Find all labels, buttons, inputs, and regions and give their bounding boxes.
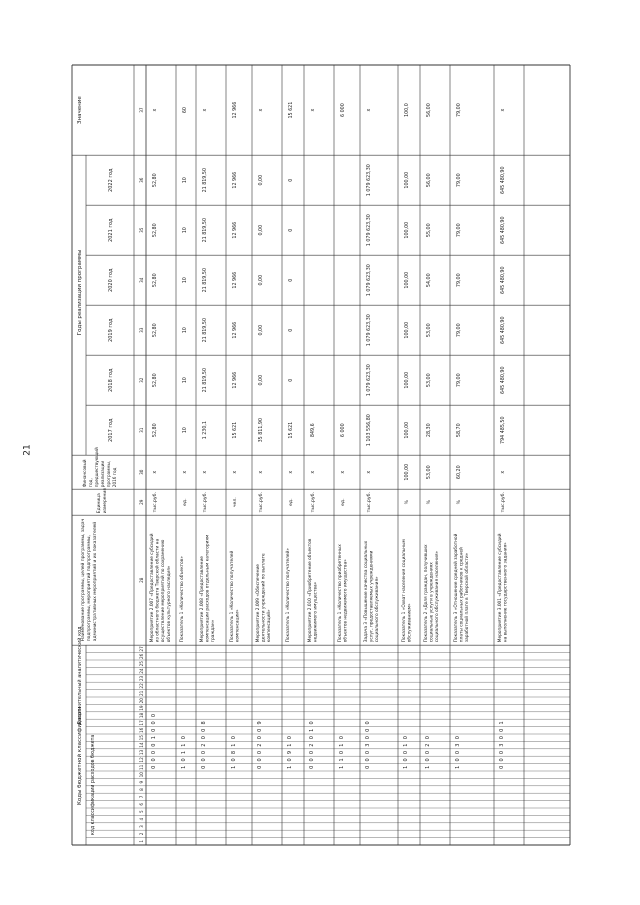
row-final: x (311, 108, 316, 112)
row-value: 1 079 623,30 (367, 314, 372, 347)
column-number: 10 (139, 772, 144, 778)
row-value: 0,00 (259, 224, 264, 236)
row-value: 52,80 (153, 323, 158, 338)
row-base: 60,20 (457, 465, 462, 480)
code-digit: 0 (425, 758, 431, 762)
header-name: подпрограммы, мероприятий подпрограммы, (87, 535, 92, 642)
row-final: 79,00 (457, 103, 462, 117)
row-value: 52,80 (153, 223, 158, 238)
row-value: 1 230,1 (203, 421, 208, 440)
code-digit: 0 (455, 750, 461, 755)
code-digit: 0 (339, 750, 345, 755)
code-digit: 1 (403, 743, 409, 747)
row-name: Показатель 1 «Количество получателей (230, 550, 235, 643)
row-name: из областного бюджета Тверской области на (155, 538, 161, 643)
code-digit: 2 (257, 743, 263, 747)
code-digit: 0 (287, 758, 293, 762)
column-number: 36 (139, 177, 144, 183)
row-unit: ед. (183, 498, 188, 506)
row-base: 53,00 (427, 465, 432, 480)
row-name: платы социальных работников к средней (459, 547, 465, 643)
row-final: x (153, 108, 158, 112)
row-final: 6 000 (341, 103, 346, 117)
row-final: x (501, 108, 506, 112)
code-digit: 1 (339, 758, 345, 762)
row-name: услуг, предоставляемых учреждениями (369, 550, 375, 643)
row-value: 53,00 (427, 323, 432, 338)
code-digit: 9 (287, 750, 293, 755)
column-number: 1 (139, 839, 144, 843)
column-number: 34 (139, 277, 144, 283)
code-digit: 8 (201, 721, 207, 725)
code-digit: 0 (309, 758, 315, 762)
column-number: 17 (139, 720, 144, 726)
row-name: компенсации расходов отдельным категориям (205, 534, 211, 643)
column-number: 8 (139, 788, 144, 791)
code-digit: 1 (181, 743, 187, 747)
code-digit: 0 (403, 758, 409, 762)
row-value: 645 480,90 (501, 316, 506, 344)
header-name: административных мероприятий и их показателей (93, 521, 98, 642)
row-value: 849,6 (311, 423, 316, 438)
row-base: x (233, 470, 238, 474)
code-digit: 0 (257, 728, 263, 732)
code-digit: 1 (151, 736, 157, 740)
row-value: 56,00 (427, 173, 432, 188)
row-value: 0,00 (259, 374, 264, 386)
row-value: 21 819,50 (203, 367, 208, 393)
row-unit: тыс.руб. (311, 492, 316, 513)
header-name: Наименование программы, целей программы, задач (81, 518, 86, 642)
row-value: 79,00 (457, 223, 462, 238)
header-codes-group: Коды бюджетной классификации (77, 706, 83, 805)
row-name: Задача 3 «Повышение качества социальных (364, 540, 369, 643)
row-unit: тыс.руб. (153, 492, 158, 513)
row-unit: ед. (341, 498, 346, 506)
row-name: компенсаций» (267, 609, 273, 643)
row-value: 52,80 (153, 173, 158, 188)
row-value: 79,00 (457, 173, 462, 188)
code-digit: 0 (257, 758, 263, 762)
code-digit: 0 (455, 758, 461, 762)
row-final: 12 966 (233, 101, 238, 119)
row-name: Мероприятие 2.008 «Предоставление (200, 556, 205, 643)
row-value: 58,70 (457, 423, 462, 438)
code-digit: 1 (499, 721, 505, 725)
row-name: Показатель 1 «Количество получателей» (286, 548, 291, 643)
row-value: 6 000 (341, 423, 346, 438)
row-value: 35 811,90 (259, 417, 264, 443)
code-digit: 8 (231, 750, 237, 755)
code-digit: 1 (455, 765, 461, 769)
code-digit: 0 (339, 736, 345, 740)
page-number: 21 (22, 444, 33, 456)
code-digit: 0 (365, 765, 371, 769)
column-number: 13 (139, 749, 144, 756)
row-value: 1 079 623,30 (367, 164, 372, 197)
code-digit: 0 (151, 713, 157, 718)
code-digit: 0 (365, 750, 371, 755)
column-number: 22 (139, 683, 144, 689)
column-number: 18 (139, 712, 144, 719)
row-unit: тыс.руб. (203, 492, 208, 513)
row-value: 0 (289, 228, 294, 232)
row-base: x (501, 470, 506, 474)
row-name: Мероприятие 2.009 «Обеспечение (256, 564, 261, 643)
row-final: 15 621 (289, 101, 294, 119)
column-number: 4 (139, 817, 144, 821)
row-value: 0,00 (259, 174, 264, 186)
header-base-year: 2016 год (112, 467, 117, 488)
header-final: Значение (77, 96, 83, 124)
row-name: объектов недвижимого имущества» (343, 559, 349, 643)
row-base: x (259, 470, 264, 474)
column-number: 6 (139, 802, 144, 806)
column-number: 24 (139, 668, 144, 674)
code-digit: 2 (425, 743, 431, 747)
code-digit: 3 (455, 743, 461, 747)
code-digit: 1 (287, 743, 293, 747)
header-year: 2018 год (108, 368, 114, 392)
code-digit: 0 (201, 728, 207, 732)
row-value: 1 079 623,30 (367, 264, 372, 297)
row-name: Мероприятие 2.010 «Приобретение объектов (308, 538, 313, 643)
code-digit: 1 (231, 743, 237, 747)
row-name: Показатель 1 «Количество приобретенных (338, 544, 343, 643)
table-body (72, 65, 570, 845)
column-number: 37 (139, 107, 144, 113)
code-digit: 0 (151, 765, 157, 769)
row-value: 15 621 (289, 421, 294, 439)
column-number: 27 (139, 646, 144, 652)
header-year: 2019 год (108, 318, 114, 342)
code-digit: 0 (365, 736, 371, 740)
code-digit: 0 (151, 728, 157, 732)
column-number: 19 (139, 705, 144, 711)
column-number: 16 (139, 727, 144, 733)
code-digit: 1 (181, 765, 187, 769)
code-digit: 0 (151, 750, 157, 755)
row-value: 55,00 (427, 223, 432, 238)
column-number: 35 (139, 227, 144, 233)
row-value: 12 966 (233, 221, 238, 239)
row-name: Мероприятие 2.007 «Предоставление субсидий (150, 533, 155, 643)
header-codes-sub: код классификации расходов бюджета (91, 734, 96, 835)
row-unit: % (405, 500, 410, 505)
row-value: 0,00 (259, 324, 264, 336)
code-digit: 0 (181, 758, 187, 762)
header-years-group: Годы реализации программы (77, 249, 83, 336)
row-value: 0 (289, 378, 294, 382)
row-name: заработной плате в Тверской области» (465, 552, 471, 643)
row-value: 12 966 (233, 271, 238, 289)
row-value: 21 819,50 (203, 317, 208, 343)
row-name: Показатель 2 «Доля граждан, получивших (424, 544, 429, 643)
code-digit: 0 (309, 736, 315, 740)
row-unit: тыс.руб. (501, 492, 506, 513)
row-value: 0 (289, 278, 294, 282)
column-number: 29 (139, 499, 144, 505)
row-value: 21 819,50 (203, 167, 208, 193)
row-final: x (367, 108, 372, 112)
row-value: 100,00 (405, 371, 410, 389)
row-unit: тыс.руб. (367, 492, 372, 513)
column-number: 9 (139, 780, 144, 784)
code-digit: 0 (499, 736, 505, 740)
row-name: недвижимого имущества» (313, 581, 319, 643)
row-value: 10 (183, 277, 188, 284)
code-digit: 0 (403, 750, 409, 755)
row-value: 12 966 (233, 171, 238, 189)
code-digit: 0 (365, 758, 371, 762)
column-number: 14 (139, 742, 144, 748)
column-number: 26 (139, 653, 144, 659)
row-unit: тыс.руб. (259, 492, 264, 513)
row-name: обслуживанием» (407, 603, 413, 643)
header-base-year: реализации (100, 460, 105, 488)
row-value: 645 480,90 (501, 216, 506, 244)
code-digit: 0 (201, 736, 207, 740)
row-base: x (203, 470, 208, 474)
header-program-group: Дополнительный аналитический код (77, 626, 83, 725)
row-unit: ед. (289, 498, 294, 506)
column-number: 21 (139, 690, 144, 696)
row-value: 0 (289, 328, 294, 332)
header-unit: измерения (103, 488, 108, 514)
column-number: 5 (139, 810, 144, 814)
row-value: 100,00 (405, 221, 410, 239)
row-name: Мероприятие 3.001 «Предоставление субсидий (498, 533, 503, 643)
column-number: 15 (139, 735, 144, 741)
code-digit: 0 (499, 728, 505, 732)
code-digit: 0 (425, 736, 431, 740)
code-digit: 0 (499, 758, 505, 762)
code-digit: 0 (309, 765, 315, 769)
code-digit: 0 (287, 736, 293, 740)
row-value: 0 (289, 178, 294, 182)
row-base: x (341, 470, 346, 474)
code-digit: 1 (181, 750, 187, 755)
column-number: 7 (139, 795, 144, 799)
row-value: 21 819,50 (203, 267, 208, 293)
row-base: x (311, 470, 316, 474)
code-digit: 0 (257, 765, 263, 769)
column-number: 3 (139, 825, 144, 828)
code-digit: 0 (201, 750, 207, 755)
row-final: 100,0 (405, 103, 410, 117)
row-name: социального обслуживания населения» (435, 550, 441, 643)
code-digit: 1 (309, 728, 315, 732)
header-base-year: год, (88, 478, 93, 488)
row-value: 645 480,90 (501, 366, 506, 394)
row-base: x (367, 470, 372, 474)
row-value: 645 480,90 (501, 266, 506, 294)
row-value: 10 (183, 377, 188, 384)
code-digit: 0 (499, 750, 505, 755)
column-number: 12 (139, 757, 144, 763)
code-digit: 3 (499, 743, 505, 747)
code-digit: 0 (151, 721, 157, 725)
header-unit: Единица (97, 493, 102, 514)
code-digit: 2 (201, 743, 207, 747)
row-base: 100,00 (405, 463, 410, 481)
header-year: 2017 год (108, 418, 114, 442)
code-digit: 0 (231, 758, 237, 762)
column-number: 2 (139, 832, 144, 836)
row-name: Показатель 3 «Отношение средней заработной (454, 533, 459, 643)
column-number: 20 (139, 698, 144, 704)
row-final: 56,00 (427, 103, 432, 117)
header-year: 2021 год (108, 218, 114, 242)
row-final: 60 (183, 107, 188, 114)
column-number: 31 (139, 427, 144, 433)
row-final: x (203, 108, 208, 112)
column-number: 28 (139, 577, 144, 583)
row-value: 10 (183, 227, 188, 234)
row-value: 645 480,90 (501, 166, 506, 194)
row-value: 79,00 (457, 323, 462, 338)
row-value: 100,00 (405, 171, 410, 189)
row-value: 100,00 (405, 421, 410, 439)
code-digit: 0 (201, 758, 207, 762)
row-unit: чел. (233, 497, 238, 508)
row-value: 10 (183, 177, 188, 184)
row-name: деятельности учреждений по выплате (261, 553, 267, 643)
header-base-year: предшествующий (94, 447, 99, 488)
code-digit: 0 (365, 728, 371, 732)
column-number: 25 (139, 661, 144, 667)
row-value: 10 (183, 427, 188, 434)
row-value: 100,00 (405, 271, 410, 289)
header-year: 2020 год (108, 268, 114, 292)
code-digit: 9 (257, 721, 263, 725)
code-digit: 0 (499, 765, 505, 769)
row-base: x (153, 470, 158, 474)
code-digit: 0 (201, 765, 207, 769)
column-number: 23 (139, 675, 144, 682)
row-final: x (259, 108, 264, 112)
code-digit: 3 (365, 743, 371, 747)
row-base: x (289, 470, 294, 474)
code-digit: 0 (181, 736, 187, 740)
row-unit: % (427, 500, 432, 505)
row-value: 21 819,50 (203, 217, 208, 243)
row-value: 794 485,50 (501, 416, 506, 444)
row-value: 52,80 (153, 273, 158, 288)
code-digit: 0 (309, 750, 315, 755)
code-digit: 0 (257, 750, 263, 755)
row-name: социального обслуживания» (375, 576, 381, 643)
row-name: объектов культурного наследия» (166, 565, 172, 643)
code-digit: 1 (339, 765, 345, 769)
column-number: 32 (139, 377, 144, 383)
column-number: 33 (139, 327, 144, 333)
code-digit: 1 (287, 765, 293, 769)
code-digit: 0 (309, 721, 315, 725)
header-base-year: Финансовый (82, 459, 87, 488)
row-value: 0,00 (259, 274, 264, 286)
code-digit: 0 (231, 736, 237, 740)
row-value: 12 966 (233, 371, 238, 389)
header-base-year: программы, (106, 460, 111, 488)
row-value: 12 966 (233, 321, 238, 339)
column-number: 30 (139, 469, 144, 475)
code-digit: 0 (151, 758, 157, 762)
row-value: 79,00 (457, 273, 462, 288)
row-name: компенсации» (235, 609, 241, 643)
row-value: 79,00 (457, 373, 462, 388)
header-year: 2022 год (108, 168, 114, 192)
code-digit: 0 (455, 736, 461, 740)
row-name: Показатель 1 «Охват населения социальным (402, 539, 407, 643)
row-value: 1 079 623,30 (367, 214, 372, 247)
row-value: 52,80 (153, 373, 158, 388)
code-digit: 1 (231, 765, 237, 769)
row-value: 10 (183, 327, 188, 334)
row-value: 54,00 (427, 273, 432, 288)
row-name: на выполнение государственного задания» (503, 542, 509, 643)
row-value: 52,80 (153, 423, 158, 438)
code-digit: 2 (309, 743, 315, 747)
row-value: 1 103 556,80 (367, 414, 372, 447)
row-name: граждан» (211, 619, 217, 643)
column-number: 11 (139, 764, 144, 770)
row-value: 15 621 (233, 421, 238, 439)
code-digit: 0 (425, 750, 431, 755)
row-unit: % (457, 500, 462, 505)
row-name: осуществление мероприятий по сохранению (161, 539, 167, 643)
row-value: 1 079 623,30 (367, 364, 372, 397)
row-base: x (183, 470, 188, 474)
code-digit: 0 (365, 721, 371, 725)
row-value: 100,00 (405, 321, 410, 339)
code-digit: 0 (151, 743, 157, 747)
code-digit: 1 (425, 765, 431, 769)
row-name: Показатель 1 «Количество объектов» (180, 556, 185, 643)
code-digit: 1 (403, 765, 409, 769)
code-digit: 0 (257, 736, 263, 740)
row-name: социальные услуги в учреждениях (429, 562, 435, 643)
row-value: 53,00 (427, 373, 432, 388)
code-digit: 0 (403, 736, 409, 740)
code-digit: 1 (339, 743, 345, 747)
row-value: 28,30 (427, 423, 432, 438)
